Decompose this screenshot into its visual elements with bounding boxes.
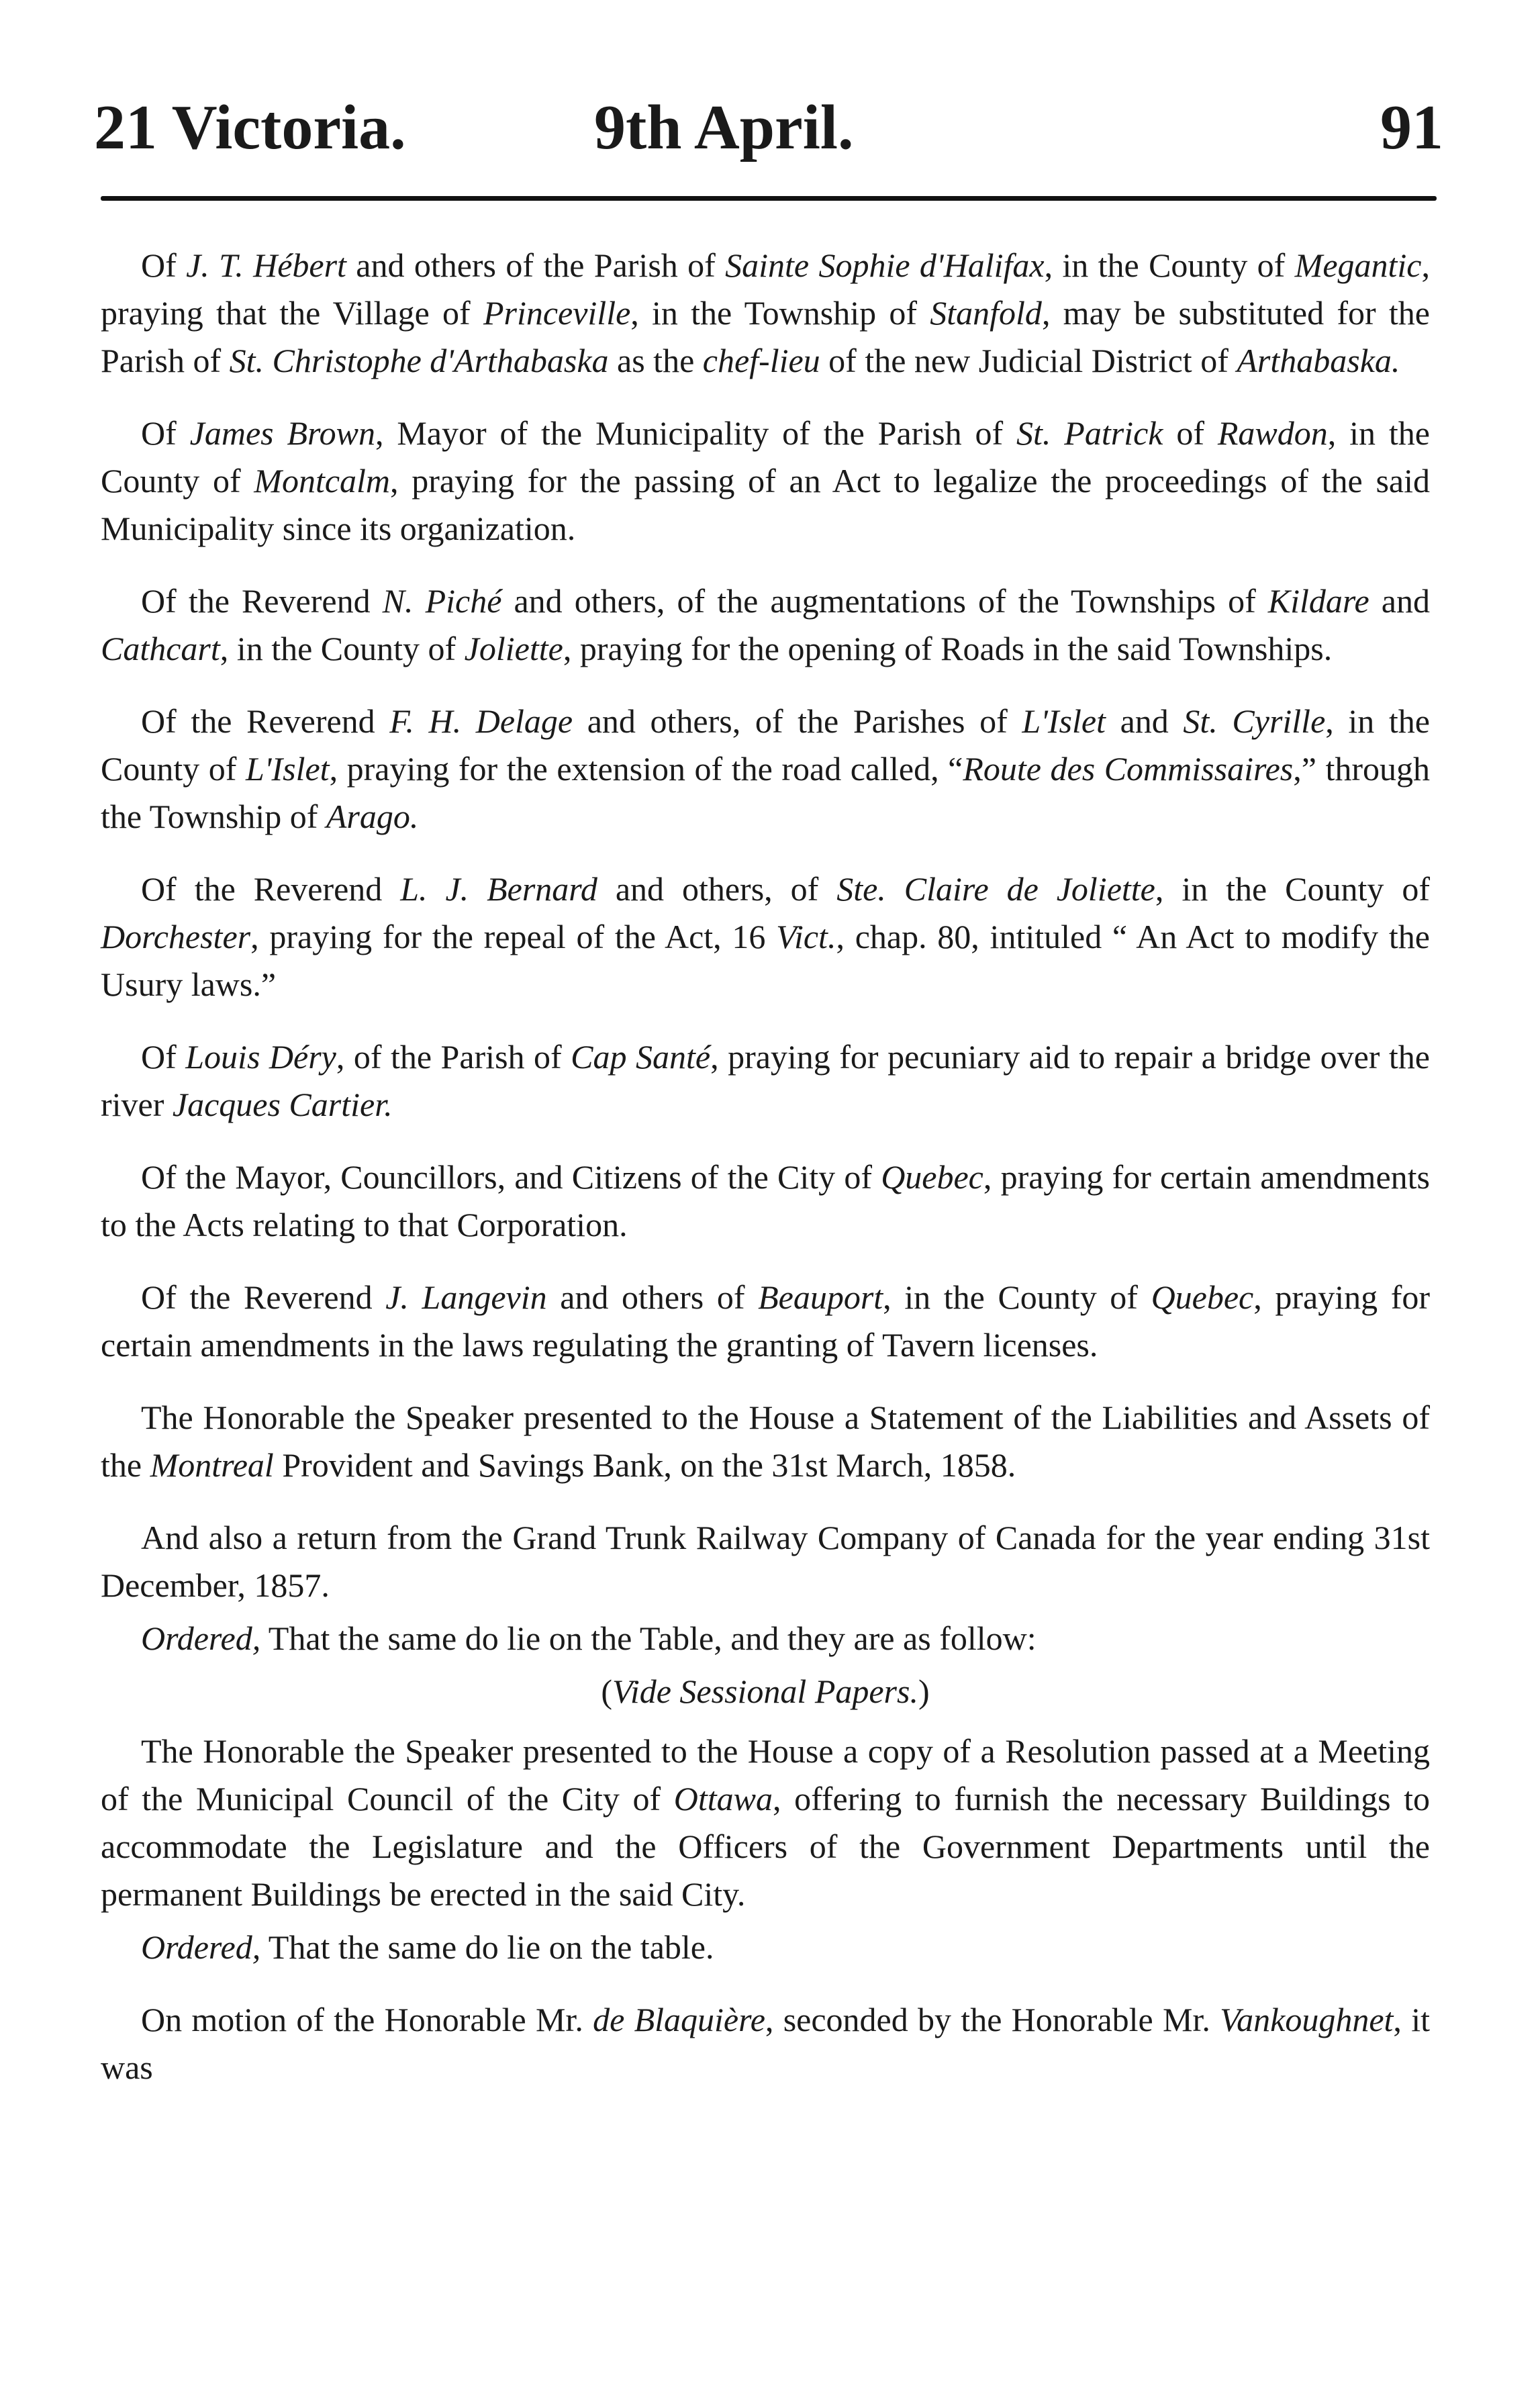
text-run: , in the County of xyxy=(101,414,1430,500)
italic-text: Dorchester xyxy=(101,918,251,955)
text-run: And also a return from the Grand Trunk Railway Company of Canada for the year ending 31st December, 1857. xyxy=(101,1519,1430,1604)
paragraph-petition-dery xyxy=(101,1033,1430,1129)
italic-text: Arthabaska. xyxy=(1237,342,1400,379)
text-run: , in the County of xyxy=(1044,246,1295,284)
paragraph-ordered-2 xyxy=(101,1924,1430,1971)
italic-text: Montcalm xyxy=(254,462,391,500)
text-run: and others of xyxy=(546,1278,759,1316)
text-run: , offering to furnish the necessary Buildings to accommodate the Legislature and the Officers of the Government Departments until the permanent Buildings be erected in the said City. xyxy=(101,1780,1430,1913)
italic-text: Vankoughnet xyxy=(1220,2001,1394,2038)
italic-text: Ordered, xyxy=(141,1928,261,1966)
paragraph-petition-delage xyxy=(101,698,1430,841)
paragraph-petition-langevin xyxy=(101,1274,1430,1369)
italic-text: Beauport xyxy=(758,1278,883,1316)
italic-text: Quebec xyxy=(1151,1278,1254,1316)
italic-text: St. Christophe d'Arthabaska xyxy=(229,342,609,379)
text-run: and xyxy=(1369,582,1430,620)
text-run: , praying for certain amendments to the Acts relating to that Corporation. xyxy=(101,1158,1430,1243)
paragraph-speaker-resolution xyxy=(101,1728,1430,1918)
paragraph-motion xyxy=(101,1996,1430,2091)
text-run: , chap. 80, intituled “ An Act to modify the Usury laws.” xyxy=(101,918,1430,1003)
italic-text: Joliette xyxy=(464,630,563,667)
italic-text: Kildare xyxy=(1267,582,1369,620)
italic-text: Arago. xyxy=(326,798,419,835)
italic-text: L. J. Bernard xyxy=(400,870,597,908)
italic-text: Vict. xyxy=(776,918,836,955)
page-number: 91 xyxy=(1380,93,1443,162)
text-run: Of the Reverend xyxy=(141,582,383,620)
text-run: That the same do lie on the Table, and they are as follow: xyxy=(260,1619,1037,1657)
italic-text: N. Piché xyxy=(382,582,502,620)
text-run: Of xyxy=(141,1038,186,1076)
text-run: Of xyxy=(141,246,187,284)
text-run: and others, of xyxy=(597,870,837,908)
italic-text: Ottawa xyxy=(673,1780,773,1818)
italic-text: Cap Santé xyxy=(571,1038,711,1076)
italic-text: Route des Commissaires xyxy=(963,750,1294,788)
text-run: and others of the Parish of xyxy=(346,246,726,284)
italic-text: chef-lieu xyxy=(702,342,820,379)
italic-text: L'Islet xyxy=(1022,702,1106,740)
text-run: , seconded by the Honorable Mr. xyxy=(765,2001,1220,2038)
paragraph-vide-sessional xyxy=(101,1668,1430,1715)
text-run: ( xyxy=(601,1672,613,1710)
running-head-date: 9th April. xyxy=(594,93,854,162)
text-run: as the xyxy=(608,342,703,379)
text-run: and others, of the Parishes of xyxy=(573,702,1022,740)
italic-text: Montreal xyxy=(150,1446,274,1484)
text-run: That the same do lie on the table. xyxy=(260,1928,714,1966)
italic-text: Megantic xyxy=(1294,246,1422,284)
text-run: , praying that the Village of xyxy=(101,246,1430,332)
italic-text: Quebec xyxy=(881,1158,983,1196)
text-run: , in the Township of xyxy=(630,294,930,332)
italic-text: Stanfold xyxy=(930,294,1042,332)
italic-text: St. Patrick xyxy=(1016,414,1163,452)
paragraph-petition-piche xyxy=(101,577,1430,673)
italic-text: J. T. Hébert xyxy=(186,246,346,284)
italic-text: F. H. Delage xyxy=(389,702,573,740)
italic-text: Ordered, xyxy=(141,1619,261,1657)
text-run: , praying for pecuniary aid to repair a bridge over the river xyxy=(101,1038,1430,1123)
italic-text: de Blaquière xyxy=(593,2001,765,2038)
italic-text: J. Langevin xyxy=(385,1278,547,1316)
text-run: , praying for the opening of Roads in the said Townships. xyxy=(563,630,1333,667)
italic-text: Cathcart xyxy=(101,630,220,667)
running-head-regnal-year: 21 Victoria. xyxy=(94,93,406,162)
text-run: , Mayor of the Municipality of the Parish of xyxy=(375,414,1017,452)
paragraph-petition-quebec-city xyxy=(101,1153,1430,1249)
text-run: , may be substituted for the Parish of xyxy=(101,294,1430,379)
text-run: Of the Reverend xyxy=(141,870,401,908)
paragraph-petition-hebert xyxy=(101,242,1430,385)
text-run: of xyxy=(1163,414,1218,452)
italic-text: L'Islet xyxy=(245,750,330,788)
italic-text: Ste. Claire de Joliette xyxy=(836,870,1155,908)
paragraph-grand-trunk-return xyxy=(101,1514,1430,1609)
italic-text: Louis Déry xyxy=(185,1038,336,1076)
text-run: , in the County of xyxy=(101,702,1430,788)
text-run: The Honorable the Speaker presented to the House a copy of a Resolution passed at a Meeting of the Municipal Council of the City of xyxy=(101,1732,1430,1818)
text-run: , it was xyxy=(101,2001,1430,2086)
italic-text: Rawdon xyxy=(1217,414,1328,452)
text-run: On motion of the Honorable Mr. xyxy=(141,2001,593,2038)
text-run: Of xyxy=(141,414,190,452)
text-run: ) xyxy=(918,1672,930,1710)
text-run: Of the Reverend xyxy=(141,1278,386,1316)
header-rule xyxy=(101,196,1437,201)
text-run: Provident and Savings Bank, on the 31st March, 1858. xyxy=(273,1446,1016,1484)
journal-body xyxy=(101,242,1430,2116)
paragraph-petition-bernard xyxy=(101,865,1430,1008)
italic-text: Princeville xyxy=(483,294,631,332)
text-run: Of the Reverend xyxy=(141,702,390,740)
paragraph-speaker-statement xyxy=(101,1394,1430,1489)
paragraph-petition-brown xyxy=(101,410,1430,553)
italic-text: Sainte Sophie d'Halifax xyxy=(725,246,1045,284)
text-run: , in the County of xyxy=(1155,870,1430,908)
italic-text: James Brown xyxy=(189,414,375,452)
italic-text: Jacques Cartier. xyxy=(172,1086,393,1123)
text-run: , of the Parish of xyxy=(336,1038,571,1076)
italic-text: Vide Sessional Papers. xyxy=(612,1672,918,1710)
text-run: Of the Mayor, Councillors, and Citizens of the City of xyxy=(141,1158,881,1196)
italic-text: St. Cyrille xyxy=(1183,702,1326,740)
text-run: , praying for certain amendments in the laws regulating the granting of Tavern licenses. xyxy=(101,1278,1430,1364)
paragraph-ordered-1 xyxy=(101,1615,1430,1662)
text-run: ,” through the Township of xyxy=(101,750,1431,835)
text-run: , praying for the passing of an Act to legalize the proceedings of the said Municipality since its organization. xyxy=(101,462,1430,547)
text-run: , praying for the repeal of the Act, 16 xyxy=(250,918,777,955)
text-run: , in the County of xyxy=(883,1278,1151,1316)
text-run: and xyxy=(1105,702,1184,740)
text-run: of the new Judicial District of xyxy=(820,342,1237,379)
text-run: , in the County of xyxy=(220,630,465,667)
text-run: , praying for the extension of the road called, “ xyxy=(329,750,963,788)
text-run: and others, of the augmentations of the Townships of xyxy=(501,582,1268,620)
text-run: The Honorable the Speaker presented to the House a Statement of the Liabilities and Assets of the xyxy=(101,1399,1430,1484)
page-header xyxy=(94,94,1443,161)
